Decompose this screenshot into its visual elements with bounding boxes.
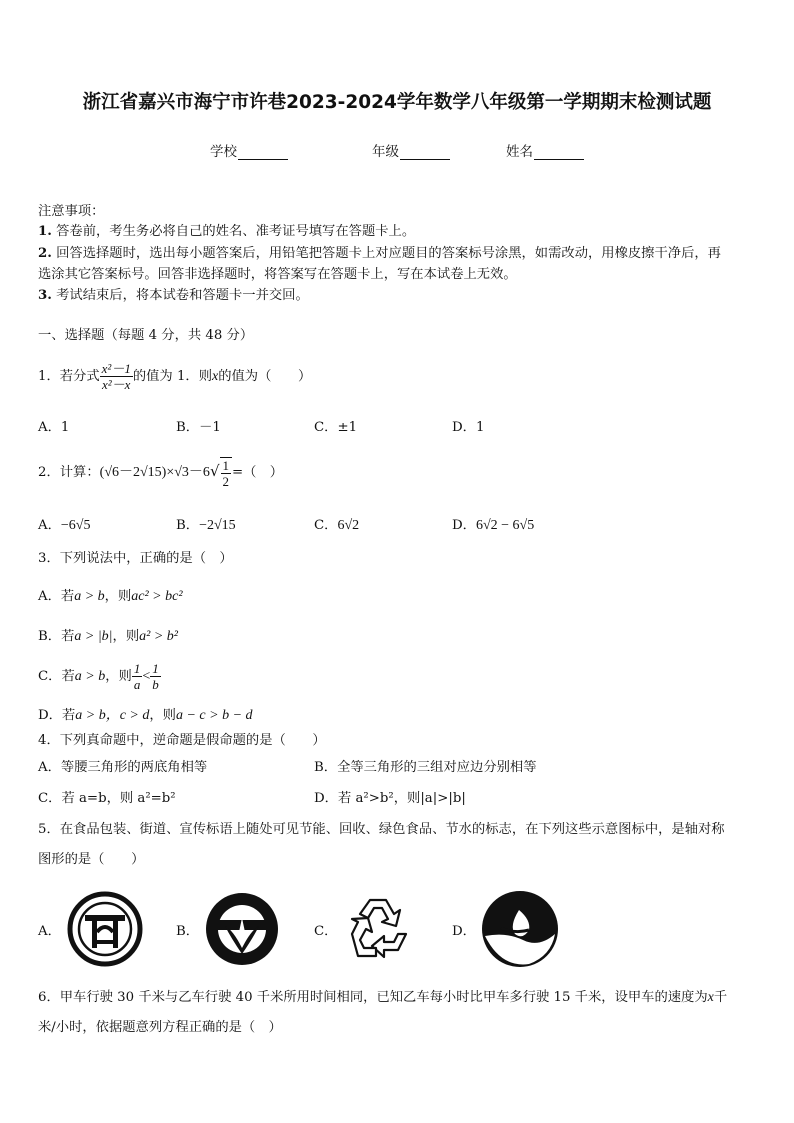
- q5-option-b[interactable]: B．: [176, 924, 200, 939]
- q3-option-c[interactable]: C．若a > b，则 $\frac{1}{a}$ < $\frac{1}{b}$: [38, 661, 159, 692]
- q5-option-d[interactable]: D．: [452, 924, 476, 939]
- q2-option-b[interactable]: B．−2√15: [176, 518, 236, 533]
- notice-item: 选涂其它答案标号。回答非选择题时，将答案写在答题卡上，写在本试卷上无效。: [38, 267, 517, 282]
- q3-option-a[interactable]: A．若a > b，则ac² > bc²: [38, 589, 183, 604]
- question-2: 2．计算：(√6－2√15)×√3－6√ $\frac{1}{2}$ =（ ）: [38, 457, 284, 489]
- notice-item: 3. 考试结束后，将本试卷和答题卡一并交回。: [38, 288, 309, 303]
- q2-option-d[interactable]: D．6√2 − 6√5: [452, 518, 535, 533]
- question-5-line2: 图形的是（ ）: [38, 852, 145, 867]
- name-label: 姓名: [506, 144, 533, 160]
- page-title: 浙江省嘉兴市海宁市许巷2023-2024学年数学八年级第一学期期末检测试题: [82, 92, 712, 113]
- school-label: 学校: [210, 144, 237, 160]
- question-6-line1: 6．甲车行驶 30 千米与乙车行驶 40 千米所用时间相同，已知乙车每小时比甲车多行驶 15 千米，设甲车的速度为x千: [38, 990, 728, 1005]
- grade-blank[interactable]: [400, 145, 450, 160]
- question-3: 3．下列说法中，正确的是（ ）: [38, 551, 233, 566]
- question-6-line2: 米/小时，依据题意列方程正确的是（ ）: [38, 1020, 282, 1035]
- notice-heading: 注意事项：: [38, 204, 105, 219]
- recycling-logo-icon: [340, 890, 418, 968]
- question-4: 4．下列真命题中，逆命题是假命题的是（ ）: [38, 733, 326, 748]
- q1-option-b[interactable]: B．－1: [176, 420, 221, 435]
- q5-option-c[interactable]: C．: [314, 924, 338, 939]
- q4-option-b[interactable]: B．全等三角形的三组对应边分别相等: [314, 760, 537, 775]
- name-blank[interactable]: [534, 145, 584, 160]
- section-heading: 一、选择题（每题 4 分，共 48 分）: [38, 328, 254, 343]
- q1-fraction: $\frac{\text{x²－1}}{\text{x²－x}}$: [101, 361, 131, 392]
- green-food-logo-icon: [203, 890, 281, 968]
- grade-label: 年级: [372, 144, 399, 160]
- q4-option-a[interactable]: A．等腰三角形的两底角相等: [38, 760, 208, 775]
- question-5-line1: 5．在食品包装、街道、宣传标语上随处可见节能、回收、绿色食品、节水的标志，在下列这些示意图标中，是轴对称: [38, 822, 725, 837]
- q5-option-a[interactable]: A．: [38, 924, 61, 939]
- q1-option-a[interactable]: A．1: [38, 420, 70, 435]
- q4-option-c[interactable]: C．若 a=b，则 a²=b²: [38, 791, 176, 806]
- q4-option-d[interactable]: D．若 a²>b²，则|a|>|b|: [314, 791, 466, 806]
- energy-saving-logo-icon: [66, 890, 144, 968]
- name-field[interactable]: [506, 140, 584, 160]
- notice-item: 1. 答卷前，考生务必将自己的姓名、准考证号填写在答题卡上。: [38, 224, 416, 239]
- q1-option-d[interactable]: D．1: [452, 420, 485, 435]
- notice-item: 2. 回答选择题时，选出每小题答案后，用铅笔把答题卡上对应题目的答案标号涂黑，如需改动，用橡皮擦干净后，再: [38, 246, 721, 261]
- q2-option-c[interactable]: C．6√2: [314, 518, 360, 533]
- q2-option-a[interactable]: A．−6√5: [38, 518, 91, 533]
- school-blank[interactable]: [238, 145, 288, 160]
- q3-option-d[interactable]: D．若a > b，c > d，则a − c > b − d: [38, 708, 253, 723]
- water-saving-logo-icon: [479, 888, 561, 970]
- q3-option-b[interactable]: B．若a > |b|，则a² > b²: [38, 629, 178, 644]
- grade-field[interactable]: [372, 140, 450, 160]
- q1-option-c[interactable]: C．±1: [314, 420, 358, 435]
- question-1: 1．若分式 $\frac{\text{x²－1}}{\text{x²－x}}$ 的值为 1．则x的值为（ ）: [38, 361, 312, 392]
- q2-fraction: $\frac{1}{2}$: [220, 457, 233, 489]
- school-field[interactable]: [210, 140, 288, 160]
